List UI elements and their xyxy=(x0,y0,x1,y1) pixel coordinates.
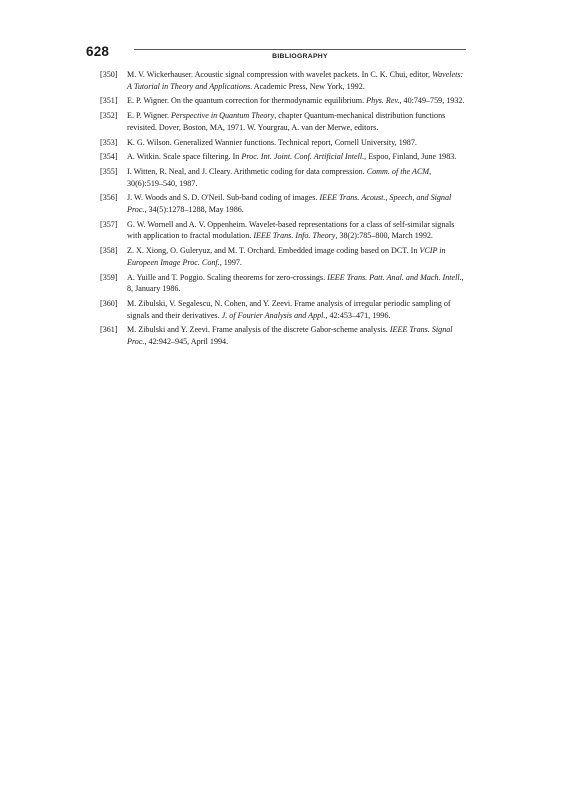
reference-text xyxy=(127,298,468,321)
reference-text xyxy=(127,192,468,215)
reference-entry xyxy=(100,151,468,163)
reference-text-segment: , 8, January 1986. xyxy=(127,272,464,294)
reference-number: [356] xyxy=(100,193,118,203)
reference-text-segment: K. G. Wilson. Generalized Wannier functions. Technical report, Cornell University, 1987. xyxy=(127,137,417,147)
header-rule xyxy=(134,49,466,50)
reference-text-segment: , 34(5):1278–1288, May 1986. xyxy=(144,205,244,215)
reference-text xyxy=(127,324,468,347)
reference-text-segment: A. Yuille and T. Poggio. Scaling theorems for zero-crossings. xyxy=(127,272,328,282)
reference-text xyxy=(127,166,468,189)
reference-text-segment: , 30(6):519–540, 1987. xyxy=(127,167,432,188)
reference-number: [360] xyxy=(100,298,118,308)
reference-text xyxy=(127,110,468,133)
reference-number: [354] xyxy=(100,152,118,162)
reference-text-segment: M. V. Wickerhauser. Acoustic signal compression with wavelet packets. In C. K. Chui, editor, xyxy=(127,70,433,79)
reference-text-segment: A. Witkin. Scale space filtering. In xyxy=(127,152,242,162)
reference-entry xyxy=(100,298,468,321)
reference-text-segment: J. W. Woods and S. D. O'Neil. Sub-band coding of images. xyxy=(127,193,320,203)
reference-entry xyxy=(100,245,468,268)
reference-source-title: VCIP in Europeen Image Proc. Conf. xyxy=(127,246,446,267)
running-title: BIBLIOGRAPHY xyxy=(272,53,328,60)
reference-text-segment: , chapter Quantum-mechanical distribution functions revisited. Dover, Boston, MA, 1971. W. Yourgrau, A. van der Merwe, editors. xyxy=(127,111,446,132)
reference-list xyxy=(100,69,468,351)
reference-number: [358] xyxy=(100,246,118,256)
reference-number: [357] xyxy=(100,219,118,229)
reference-text xyxy=(127,95,468,107)
reference-text-segment: G. W. Wornell and A. V. Oppenheim. Wavelet-based representations for a class of self-similar signals with application to fractal modulation. xyxy=(127,219,455,241)
reference-text-segment: Z. X. Xiong, O. Guleryuz, and M. T. Orchard. Embedded image coding based on DCT. In xyxy=(127,246,420,256)
reference-entry xyxy=(100,192,468,215)
reference-entry xyxy=(100,324,468,347)
reference-text-segment: , 42:453–471, 1996. xyxy=(325,310,391,320)
reference-number: [350] xyxy=(100,70,118,79)
reference-text xyxy=(127,151,468,163)
reference-text-segment: . Academic Press, New York, 1992. xyxy=(250,81,365,91)
reference-number: [355] xyxy=(100,167,118,177)
reference-number: [351] xyxy=(100,96,118,106)
reference-entry xyxy=(100,69,468,92)
reference-source-title: Proc. Int. Joint. Conf. Artificial Intell. xyxy=(241,152,365,162)
reference-entry xyxy=(100,272,468,295)
reference-text-segment: E. P. Wigner. xyxy=(127,111,172,121)
reference-entry xyxy=(100,137,468,149)
reference-text-segment: , 40:749–759, 1932. xyxy=(399,96,465,106)
reference-entry xyxy=(100,95,468,107)
page-number: 628 xyxy=(86,44,110,59)
reference-text-segment: E. P. Wigner. On the quantum correction for thermodynamic equilibrium. xyxy=(127,96,367,106)
reference-entry xyxy=(100,166,468,189)
reference-source-title: Wavelets: A Tutorial in Theory and Applications xyxy=(127,70,464,91)
reference-source-title: IEEE Trans. Info. Theory xyxy=(253,231,336,241)
reference-text xyxy=(127,69,468,92)
reference-source-title: IEEE Trans. Acoust., Speech, and Signal Proc. xyxy=(127,193,452,215)
reference-text xyxy=(127,137,468,149)
reference-text xyxy=(127,219,468,242)
reference-text-segment: M. Zibulski, V. Segalescu, N. Cohen, and Y. Zeevi. Frame analysis of irregular periodic sampling of signals and their derivatives. xyxy=(127,298,451,320)
reference-text-segment: , 38(2):785–800, March 1992. xyxy=(335,231,433,241)
page-header xyxy=(86,42,466,62)
reference-source-title: J. of Fourier Analysis and Appl. xyxy=(221,310,326,320)
reference-text xyxy=(127,272,468,295)
reference-source-title: IEEE Trans. Patt. Anal. and Mach. Intell. xyxy=(327,272,462,282)
reference-source-title: Comm. of the ACM xyxy=(366,167,430,177)
reference-number: [353] xyxy=(100,137,118,147)
reference-text-segment: M. Zibulski and Y. Zeevi. Frame analysis of the discrete Gabor-scheme analysis. xyxy=(127,325,390,335)
reference-text-segment: , 42:942–945, April 1994. xyxy=(144,336,229,346)
reference-entry xyxy=(100,110,468,133)
reference-text xyxy=(127,245,468,268)
reference-entry xyxy=(100,219,468,242)
reference-number: [352] xyxy=(100,111,118,121)
reference-source-title: IEEE Trans. Signal Proc. xyxy=(127,325,453,346)
reference-number: [359] xyxy=(100,272,118,282)
reference-text-segment: , Espoo, Finland, June 1983. xyxy=(364,152,457,162)
reference-source-title: Perspective in Quantum Theory xyxy=(171,111,275,121)
reference-text-segment: I. Witten, R. Neal, and J. Cleary. Arithmetic coding for data compression. xyxy=(127,167,367,177)
reference-text-segment: , 1997. xyxy=(219,257,242,267)
reference-number: [361] xyxy=(100,325,118,335)
reference-source-title: Phys. Rev. xyxy=(366,96,400,106)
